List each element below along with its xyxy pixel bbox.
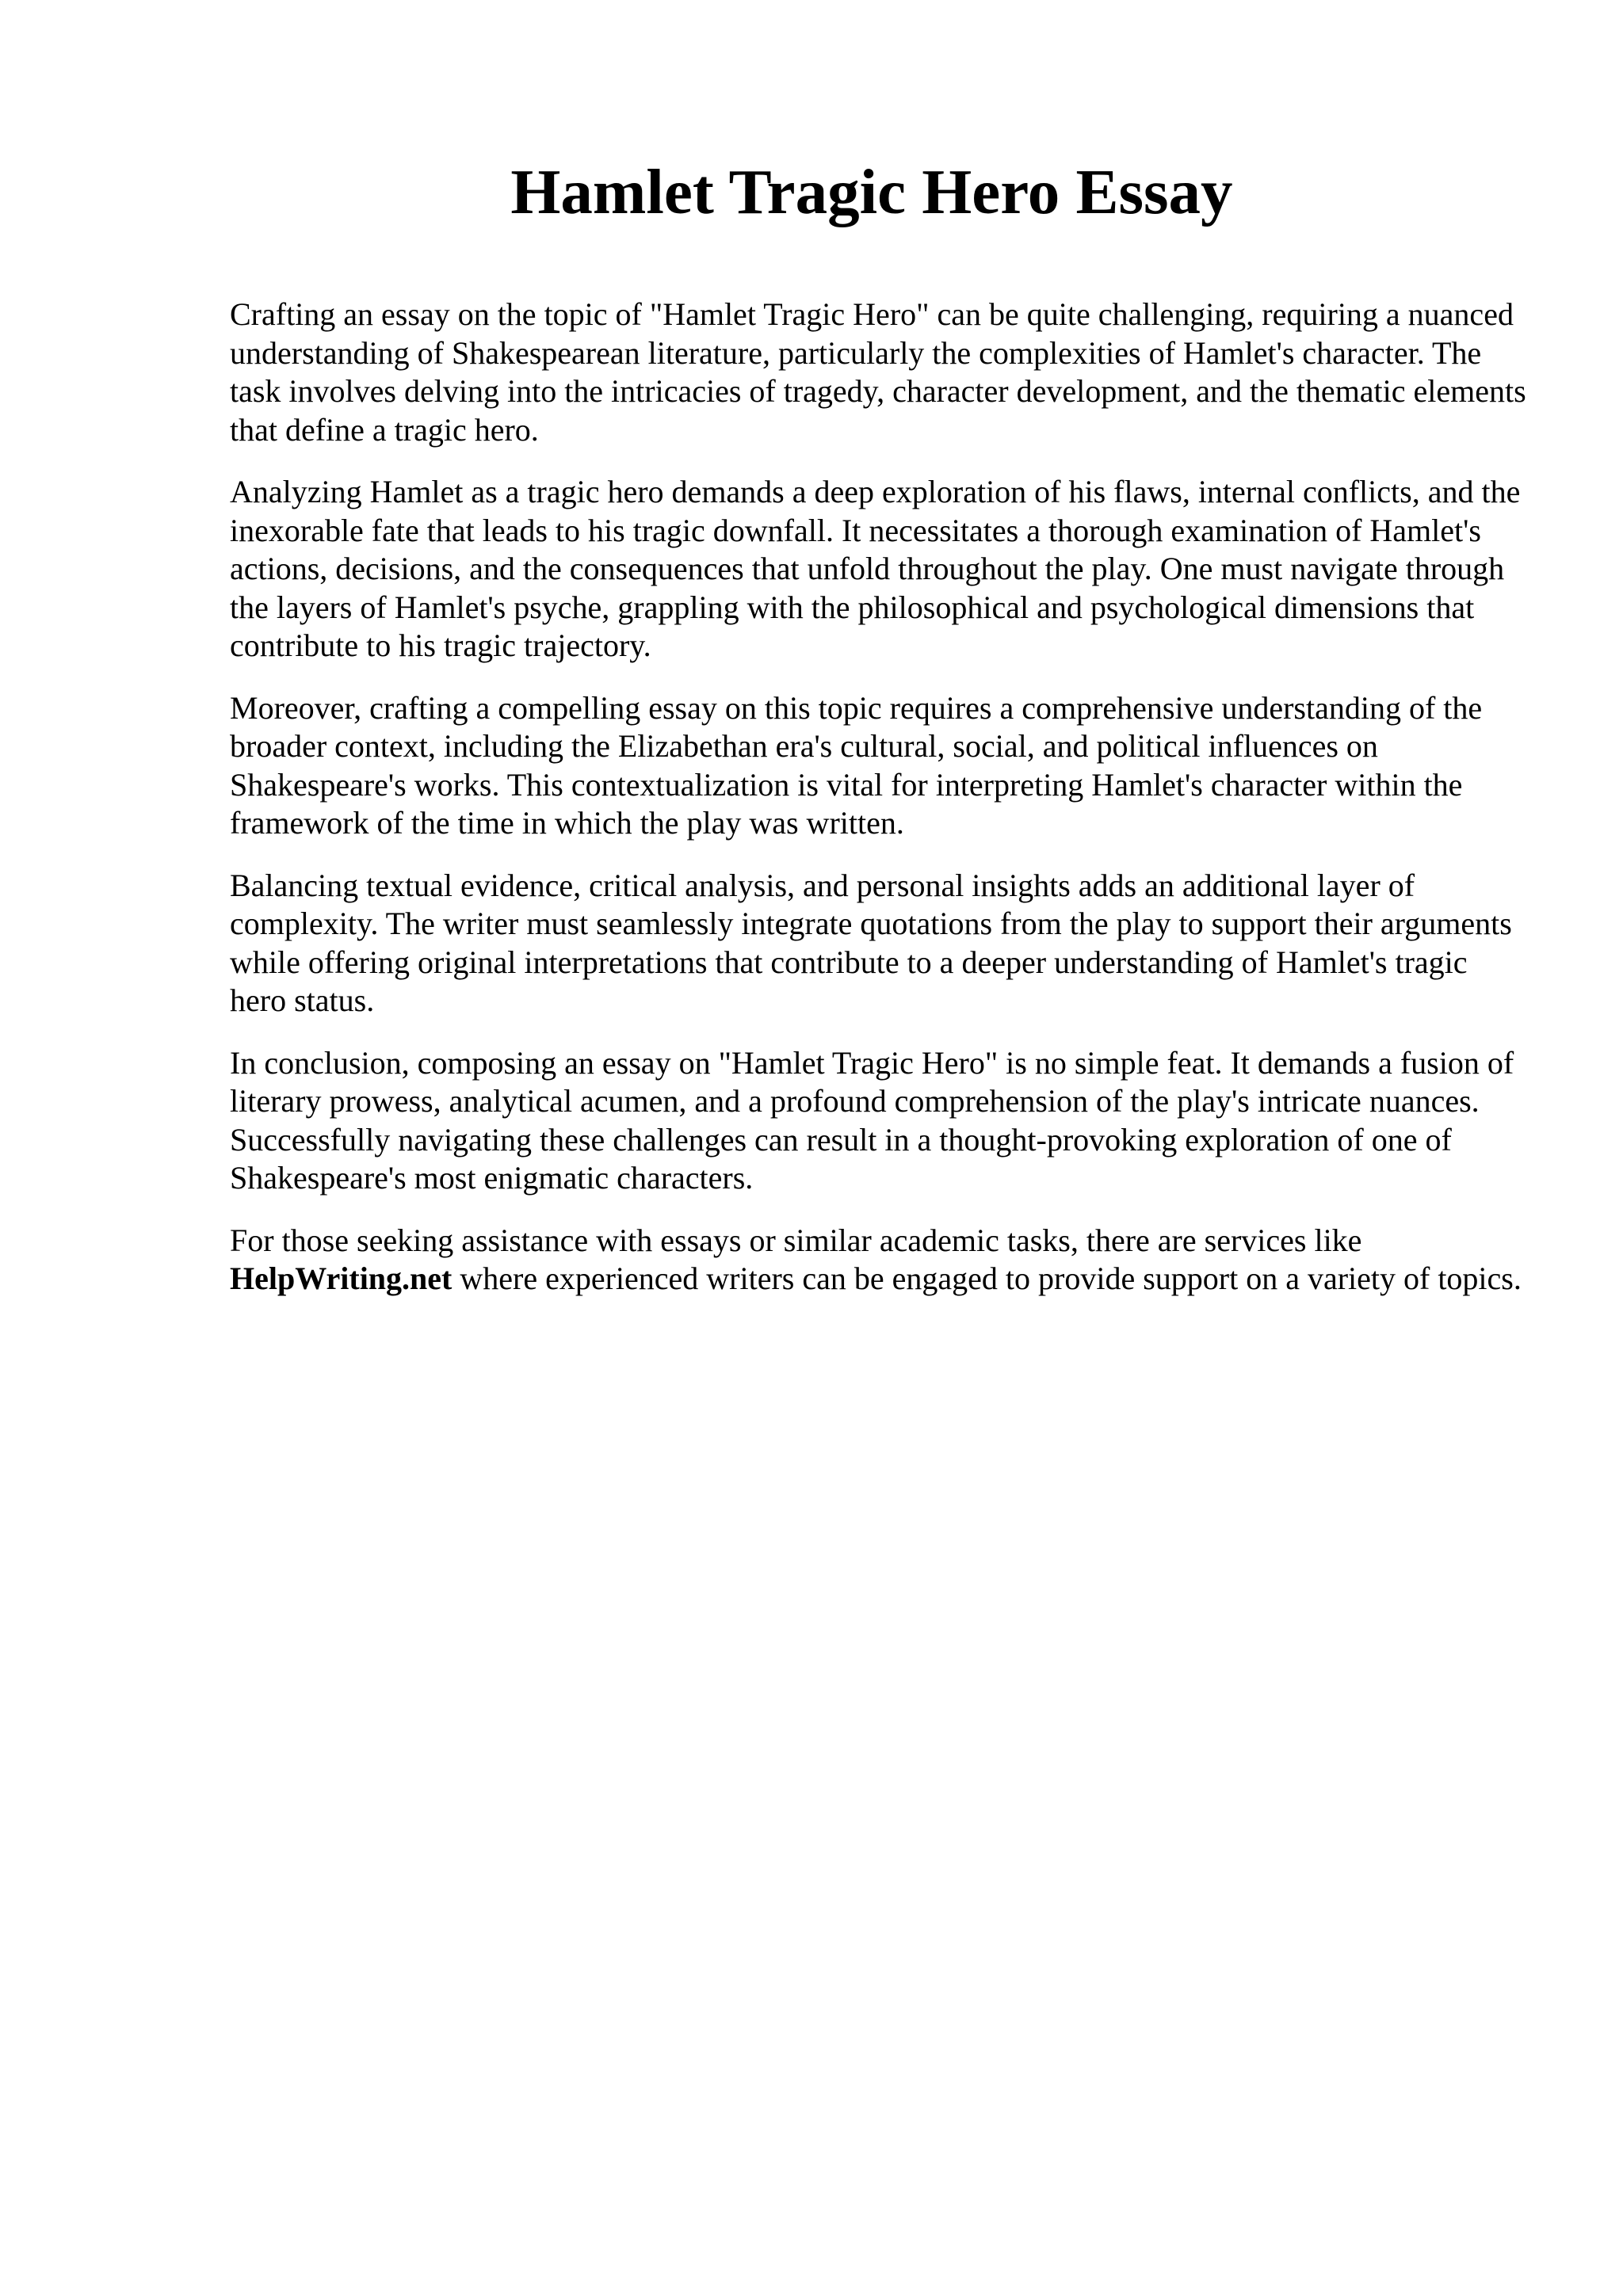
paragraph-3: Moreover, crafting a compelling essay on this topic requires a comprehensive understanding of the broader context, including the Elizabethan era's cultural, social, and political influences on Shakespeare's works. This contextualization is vital for interpreting Hamlet's character within the framework of the time in which the play was written. bbox=[230, 689, 1483, 841]
document-title: Hamlet Tragic Hero Essay bbox=[510, 156, 1233, 227]
paragraph-6-outro: where experienced writers can be engaged to provide support on a variety of topics. bbox=[452, 1261, 1522, 1296]
paragraph-5: In conclusion, composing an essay on "Hamlet Tragic Hero" is no simple feat. It demands a fusion of literary prowess, analytical acumen, and a profound comprehension of the play's intricate nuances. Successfully navigating these challenges can result in a thought-provoking exploration of one of Shakespeare's most enigmatic characters. bbox=[230, 1044, 1514, 1196]
helpwriting-brand: HelpWriting.net bbox=[230, 1261, 453, 1296]
paragraph-6 bbox=[230, 1222, 1529, 1299]
document-body bbox=[230, 296, 1529, 1322]
paragraph-1: Crafting an essay on the topic of "Hamlet Tragic Hero" can be quite challenging, requiring a nuanced understanding of Shakespearean literature, particularly the complexities of Hamlet's character. The task involves delving into the intricacies of tragedy, character development, and the thematic elements that define a tragic hero. bbox=[230, 296, 1526, 448]
paragraph-6-intro: For those seeking assistance with essays or similar academic tasks, there are services like bbox=[230, 1222, 1362, 1258]
paragraph-4: Balancing textual evidence, critical analysis, and personal insights adds an additional layer of complexity. The writer must seamlessly integrate quotations from the play to support their arguments while offering original interpretations that contribute to a deeper understanding of Hamlet's tragic hero status. bbox=[230, 867, 1512, 1018]
paragraph-2: Analyzing Hamlet as a tragic hero demands a deep exploration of his flaws, internal conflicts, and the inexorable fate that leads to his tragic downfall. It necessitates a thorough examination of Hamlet's actions, decisions, and the consequences that unfold throughout the play. One must navigate through the layers of Hamlet's psyche, grappling with the philosophical and psychological dimensions that contribute to his tragic trajectory. bbox=[230, 474, 1521, 663]
